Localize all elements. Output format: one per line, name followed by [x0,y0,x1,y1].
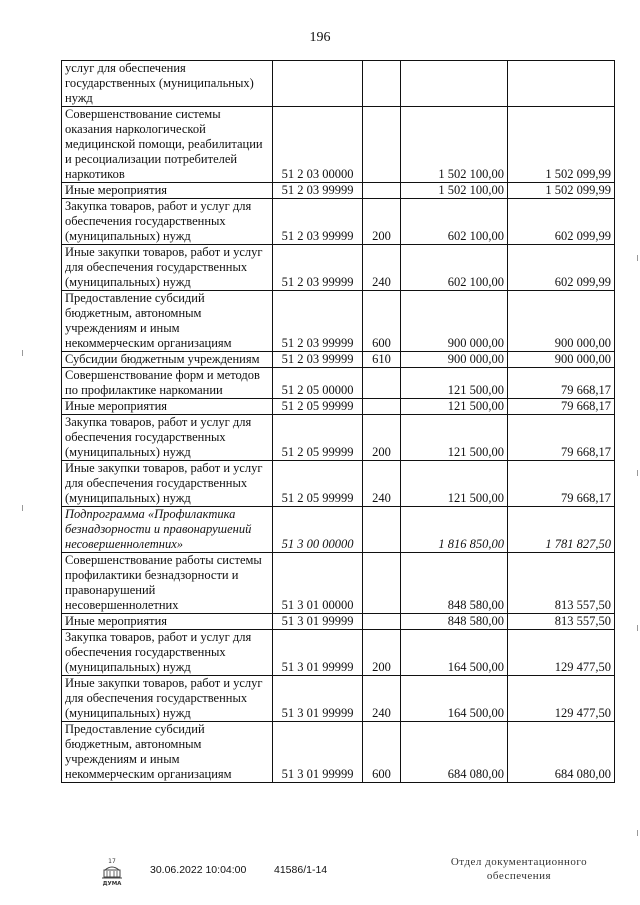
row-code-cell: 51 3 01 99999 [273,676,363,722]
row-code-cell: 51 2 03 99999 [273,291,363,352]
row-planned-amount-cell: 602 100,00 [401,199,508,245]
row-planned-amount-cell: 684 080,00 [401,722,508,783]
row-code-cell: 51 3 01 99999 [273,630,363,676]
row-expense-type-cell: 610 [363,352,401,368]
row-actual-amount-cell: 1 502 099,99 [508,183,615,199]
table-row [62,183,615,199]
department-line-2: обеспечения [486,870,552,882]
row-expense-type-cell [363,183,401,199]
budget-table [61,60,615,783]
seal-text: ДУМА [102,881,122,886]
row-actual-amount-cell: 79 668,17 [508,461,615,507]
row-name-cell: Иные мероприятия [62,183,273,199]
row-name-cell: Предоставление субсидий бюджетным, автономным учреждениям и иным некоммерческим организациям [62,291,273,352]
row-planned-amount-cell: 1 502 100,00 [401,107,508,183]
row-planned-amount-cell: 164 500,00 [401,630,508,676]
table-row [62,630,615,676]
row-expense-type-cell: 600 [363,722,401,783]
row-actual-amount-cell: 900 000,00 [508,291,615,352]
row-planned-amount-cell: 1 816 850,00 [401,507,508,553]
row-name-cell: Закупка товаров, работ и услуг для обеспечения государственных (муниципальных) нужд [62,199,273,245]
row-planned-amount-cell: 848 580,00 [401,614,508,630]
row-planned-amount-cell: 121 500,00 [401,368,508,399]
row-actual-amount-cell: 79 668,17 [508,399,615,415]
row-expense-type-cell [363,61,401,107]
row-name-cell: Закупка товаров, работ и услуг для обеспечения государственных (муниципальных) нужд [62,630,273,676]
row-actual-amount-cell: 813 557,50 [508,614,615,630]
margin-mark [637,470,638,476]
table-row [62,352,615,368]
margin-mark [637,625,638,631]
row-expense-type-cell: 240 [363,461,401,507]
row-code-cell: 51 2 05 99999 [273,415,363,461]
table-row [62,614,615,630]
row-code-cell [273,61,363,107]
row-actual-amount-cell: 602 099,99 [508,199,615,245]
row-code-cell: 51 3 00 00000 [273,507,363,553]
table-row [62,291,615,352]
row-planned-amount-cell: 121 500,00 [401,399,508,415]
row-code-cell: 51 2 05 99999 [273,399,363,415]
table-row [62,61,615,107]
row-expense-type-cell [363,399,401,415]
budget-table-body [62,61,615,783]
row-planned-amount-cell: 164 500,00 [401,676,508,722]
row-code-cell: 51 2 05 99999 [273,461,363,507]
row-expense-type-cell: 200 [363,415,401,461]
footer-datetime: 30.06.2022 10:04:00 [150,864,247,876]
row-code-cell: 51 3 01 99999 [273,722,363,783]
row-name-cell: Иные закупки товаров, работ и услуг для обеспечения государственных (муниципальных) нужд [62,676,273,722]
row-name-cell: Совершенствование системы оказания наркологической медицинской помощи, реабилитации и ресоциализации потребителей наркотиков [62,107,273,183]
row-actual-amount-cell: 684 080,00 [508,722,615,783]
row-expense-type-cell: 240 [363,245,401,291]
row-actual-amount-cell: 129 477,50 [508,676,615,722]
table-row [62,199,615,245]
table-row [62,722,615,783]
row-expense-type-cell [363,107,401,183]
footer-doc-number: 41586/1-14 [274,864,328,876]
row-expense-type-cell [363,614,401,630]
row-code-cell: 51 2 05 00000 [273,368,363,399]
duma-seal-icon [99,856,125,886]
row-expense-type-cell: 240 [363,676,401,722]
margin-mark [637,255,638,261]
row-actual-amount-cell: 1 781 827,50 [508,507,615,553]
row-name-cell: Иные закупки товаров, работ и услуг для обеспечения государственных (муниципальных) нужд [62,245,273,291]
seal-number: 17 [108,858,116,865]
row-name-cell: Иные мероприятия [62,614,273,630]
row-code-cell: 51 2 03 00000 [273,107,363,183]
row-code-cell: 51 2 03 99999 [273,183,363,199]
row-name-cell: услуг для обеспечения государственных (муниципальных) нужд [62,61,273,107]
row-expense-type-cell: 200 [363,199,401,245]
row-code-cell: 51 2 03 99999 [273,245,363,291]
row-code-cell: 51 2 03 99999 [273,352,363,368]
row-name-cell: Подпрограмма «Профилактика безнадзорности и правонарушений несовершеннолетних» [62,507,273,553]
row-name-cell: Совершенствование форм и методов по профилактике наркомании [62,368,273,399]
table-row [62,415,615,461]
row-name-cell: Иные закупки товаров, работ и услуг для обеспечения государственных (муниципальных) нужд [62,461,273,507]
row-name-cell: Субсидии бюджетным учреждениям [62,352,273,368]
row-code-cell: 51 3 01 99999 [273,614,363,630]
row-planned-amount-cell: 900 000,00 [401,352,508,368]
table-row [62,676,615,722]
row-actual-amount-cell: 602 099,99 [508,245,615,291]
row-expense-type-cell [363,507,401,553]
row-name-cell: Совершенствование работы системы профилактики безнадзорности и правонарушений несовершеннолетних [62,553,273,614]
row-actual-amount-cell: 900 000,00 [508,352,615,368]
row-actual-amount-cell: 79 668,17 [508,415,615,461]
row-code-cell: 51 3 01 00000 [273,553,363,614]
row-expense-type-cell [363,368,401,399]
row-actual-amount-cell: 1 502 099,99 [508,107,615,183]
row-name-cell: Иные мероприятия [62,399,273,415]
table-row [62,461,615,507]
row-name-cell: Закупка товаров, работ и услуг для обеспечения государственных (муниципальных) нужд [62,415,273,461]
footer-department-stamp [428,855,610,883]
table-row [62,553,615,614]
table-row [62,107,615,183]
row-actual-amount-cell: 79 668,17 [508,368,615,399]
margin-mark [22,505,23,511]
row-planned-amount-cell: 121 500,00 [401,415,508,461]
table-row [62,368,615,399]
margin-mark [637,830,638,836]
row-expense-type-cell: 200 [363,630,401,676]
row-planned-amount-cell: 900 000,00 [401,291,508,352]
row-planned-amount-cell: 121 500,00 [401,461,508,507]
table-row [62,399,615,415]
row-expense-type-cell [363,553,401,614]
row-planned-amount-cell [401,61,508,107]
row-actual-amount-cell [508,61,615,107]
row-planned-amount-cell: 1 502 100,00 [401,183,508,199]
page-number: 196 [309,30,331,45]
row-planned-amount-cell: 848 580,00 [401,553,508,614]
row-code-cell: 51 2 03 99999 [273,199,363,245]
table-row [62,507,615,553]
department-line-1: Отдел документационного [450,856,588,868]
row-expense-type-cell: 600 [363,291,401,352]
row-name-cell: Предоставление субсидий бюджетным, автономным учреждениям и иным некоммерческим организациям [62,722,273,783]
table-row [62,245,615,291]
row-actual-amount-cell: 129 477,50 [508,630,615,676]
row-actual-amount-cell: 813 557,50 [508,553,615,614]
margin-mark [22,350,23,356]
row-planned-amount-cell: 602 100,00 [401,245,508,291]
